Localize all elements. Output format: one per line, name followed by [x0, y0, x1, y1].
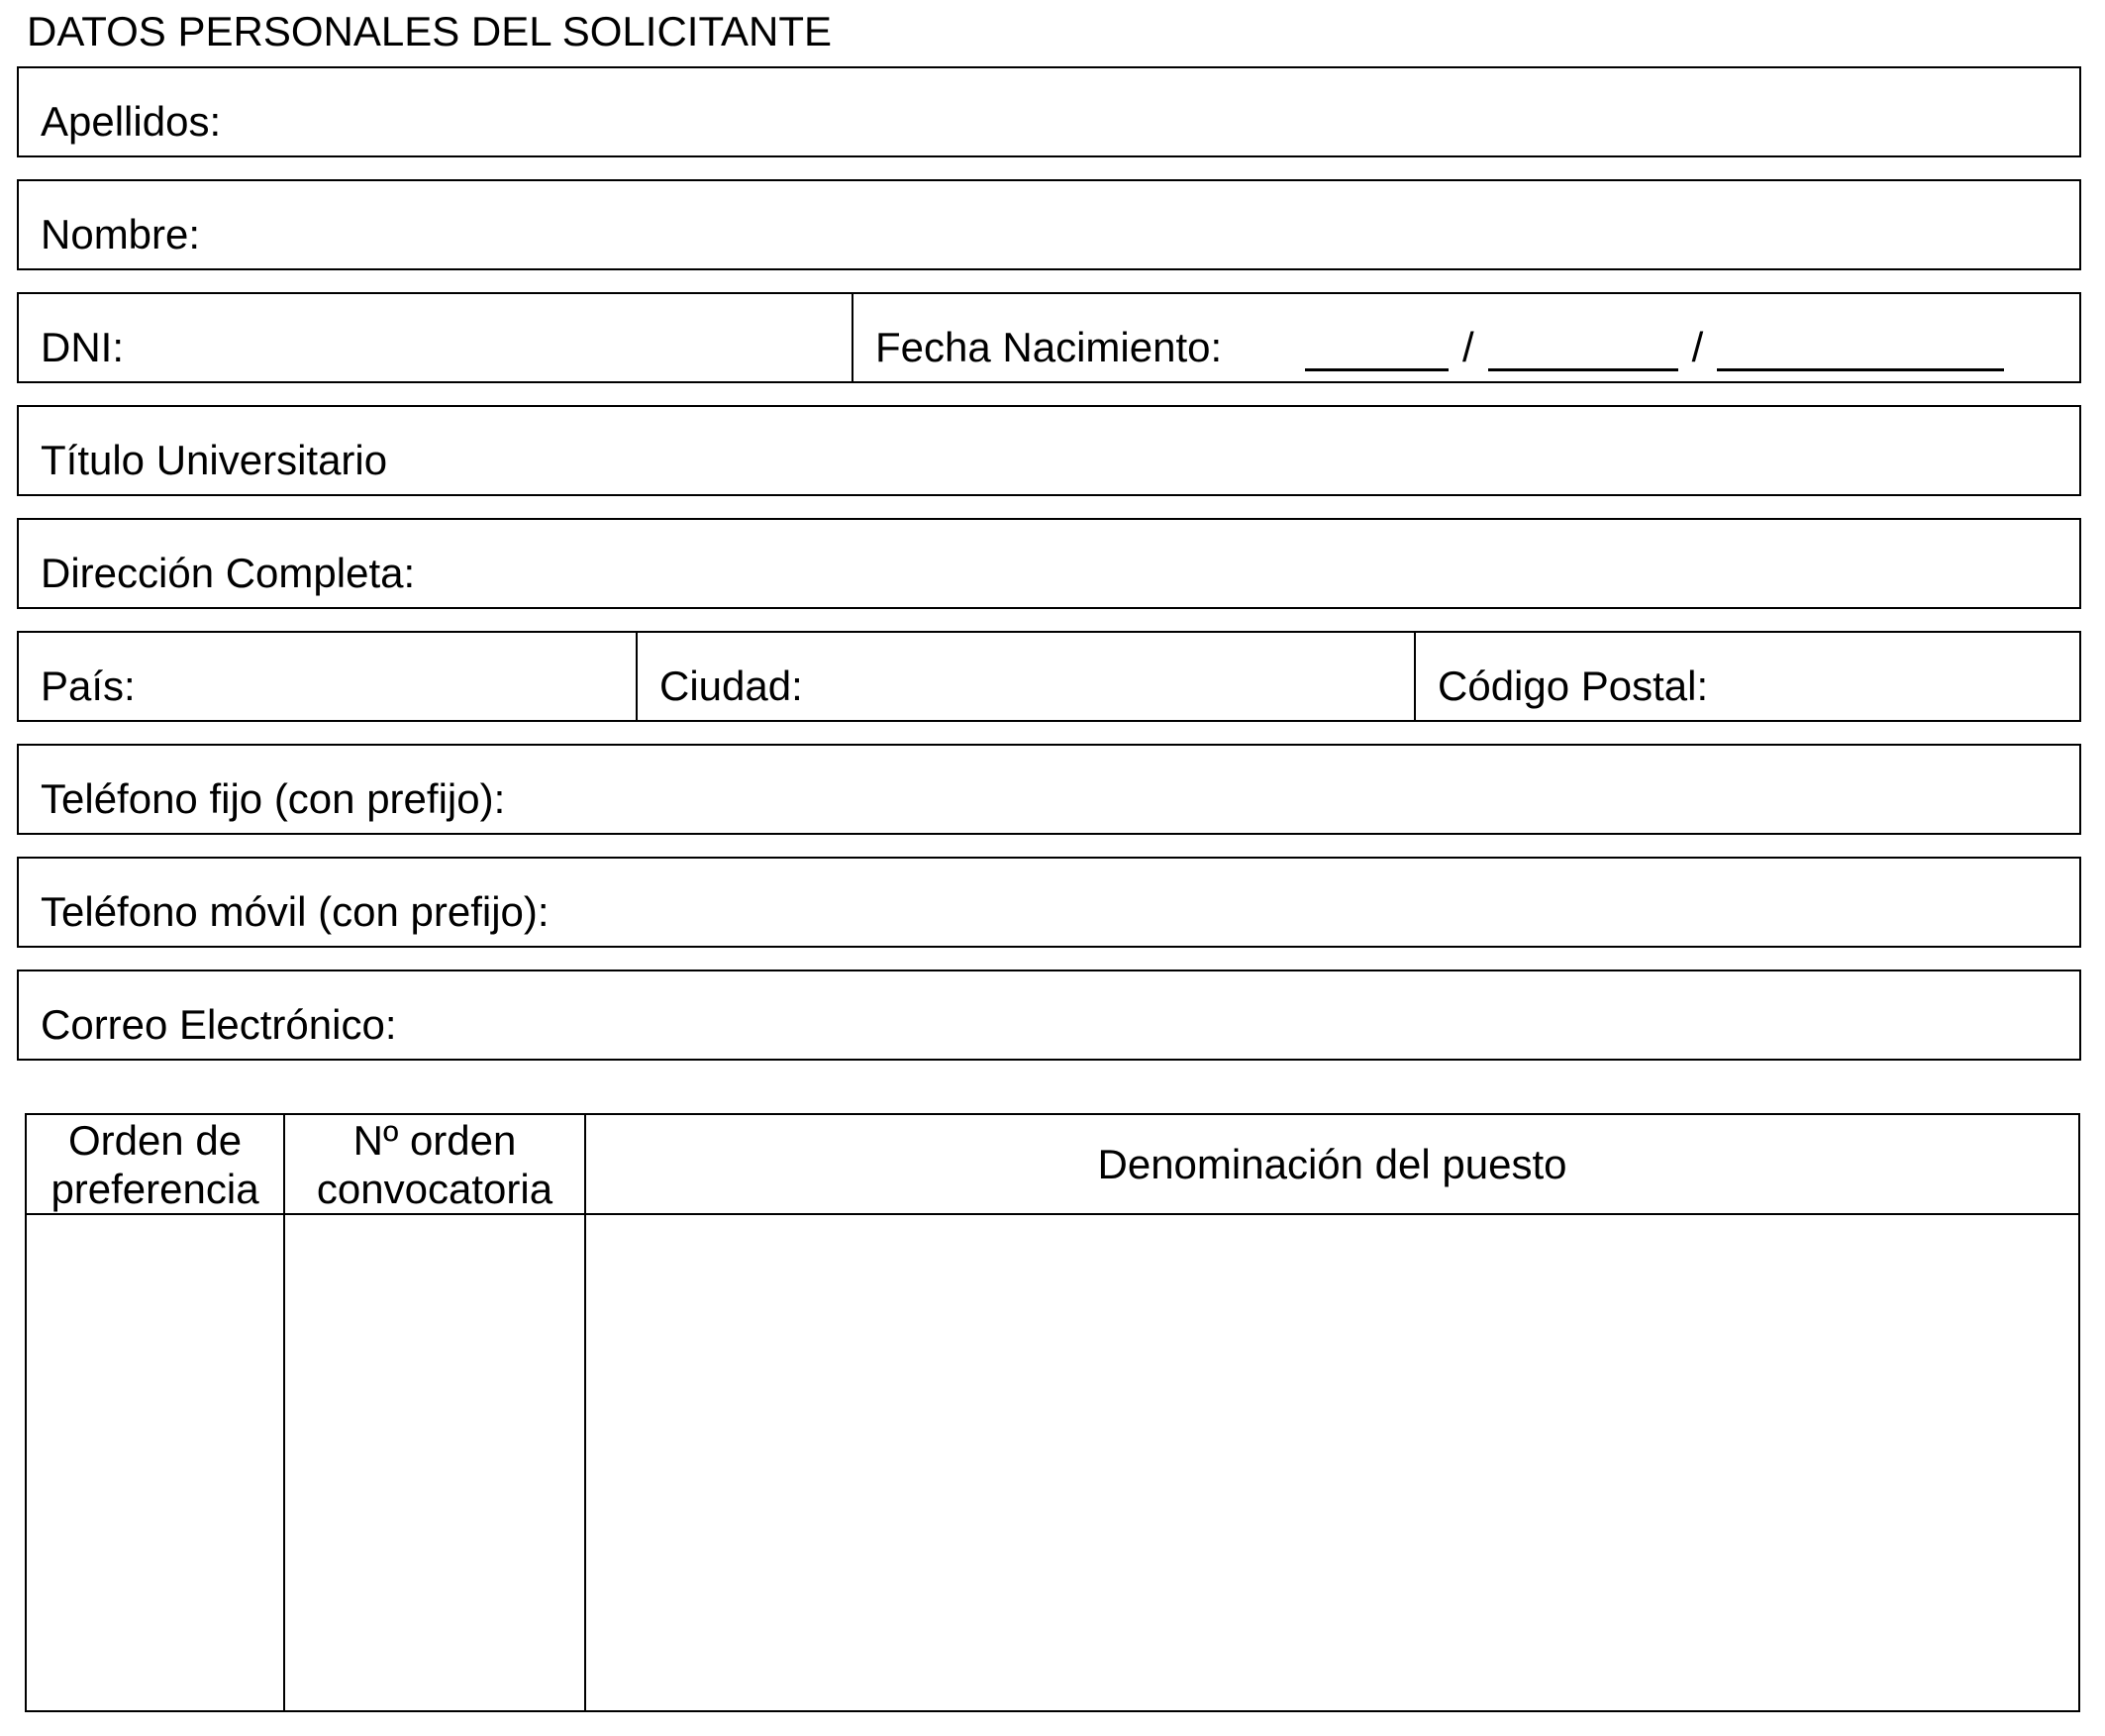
apellidos-label: Apellidos: [41, 98, 222, 145]
header-orden-convocatoria-line1: Nº orden [352, 1116, 517, 1164]
titulo-field[interactable] [19, 407, 2079, 494]
nombre-label: Nombre: [41, 211, 201, 257]
direccion-field[interactable] [19, 520, 2079, 607]
direccion-row[interactable] [17, 518, 2081, 609]
orden-convocatoria-cell[interactable] [285, 1215, 584, 1710]
section-title: DATOS PERSONALES DEL SOLICITANTE [27, 8, 832, 54]
telefono-fijo-field[interactable] [19, 746, 2079, 833]
correo-label: Correo Electrónico: [41, 1001, 397, 1048]
header-denominacion [586, 1115, 2078, 1213]
dni-field[interactable] [19, 294, 853, 381]
ciudad-field[interactable] [638, 633, 1416, 720]
date-blanks [1305, 324, 2004, 371]
date-separator: / [1691, 324, 1704, 370]
fecha-nacimiento-label: Fecha Nacimiento: [875, 324, 1223, 370]
correo-field[interactable] [19, 971, 2079, 1059]
header-orden-preferencia-line1: Orden de [67, 1116, 243, 1164]
header-orden-preferencia-line2: preferencia [50, 1165, 259, 1212]
date-separator: / [1462, 324, 1474, 370]
titulo-label: Título Universitario [41, 437, 388, 483]
telefono-fijo-label: Teléfono fijo (con prefijo): [41, 775, 506, 822]
direccion-label: Dirección Completa: [41, 550, 416, 596]
apellidos-row[interactable] [17, 66, 2081, 157]
orden-preferencia-cell[interactable] [27, 1215, 283, 1710]
fecha-nacimiento-field[interactable] [853, 294, 2079, 381]
header-orden-preferencia [27, 1115, 283, 1213]
telefono-movil-field[interactable] [19, 859, 2079, 946]
pais-ciudad-cp-row [17, 631, 2081, 722]
header-orden-convocatoria-line2: convocatoria [316, 1165, 553, 1212]
header-orden-convocatoria [285, 1115, 584, 1213]
apellidos-field[interactable] [19, 68, 2079, 155]
titulo-row[interactable] [17, 405, 2081, 496]
codigo-postal-field[interactable] [1416, 633, 2079, 720]
nombre-field[interactable] [19, 181, 2079, 268]
month-blank[interactable] [1488, 329, 1678, 371]
denominacion-cell[interactable] [586, 1215, 2078, 1710]
pais-field[interactable] [19, 633, 638, 720]
header-denominacion-label: Denominación del puesto [1097, 1141, 1567, 1187]
nombre-row[interactable] [17, 179, 2081, 270]
dni-fecha-row [17, 292, 2081, 383]
preference-table [25, 1113, 2080, 1712]
correo-row[interactable] [17, 970, 2081, 1061]
year-blank[interactable] [1717, 329, 2004, 371]
telefono-fijo-row[interactable] [17, 744, 2081, 835]
day-blank[interactable] [1305, 329, 1449, 371]
dni-label: DNI: [41, 324, 124, 370]
codigo-postal-label: Código Postal: [1438, 663, 1709, 709]
telefono-movil-row[interactable] [17, 857, 2081, 948]
ciudad-label: Ciudad: [659, 663, 803, 709]
telefono-movil-label: Teléfono móvil (con prefijo): [41, 888, 550, 935]
pais-label: País: [41, 663, 136, 709]
